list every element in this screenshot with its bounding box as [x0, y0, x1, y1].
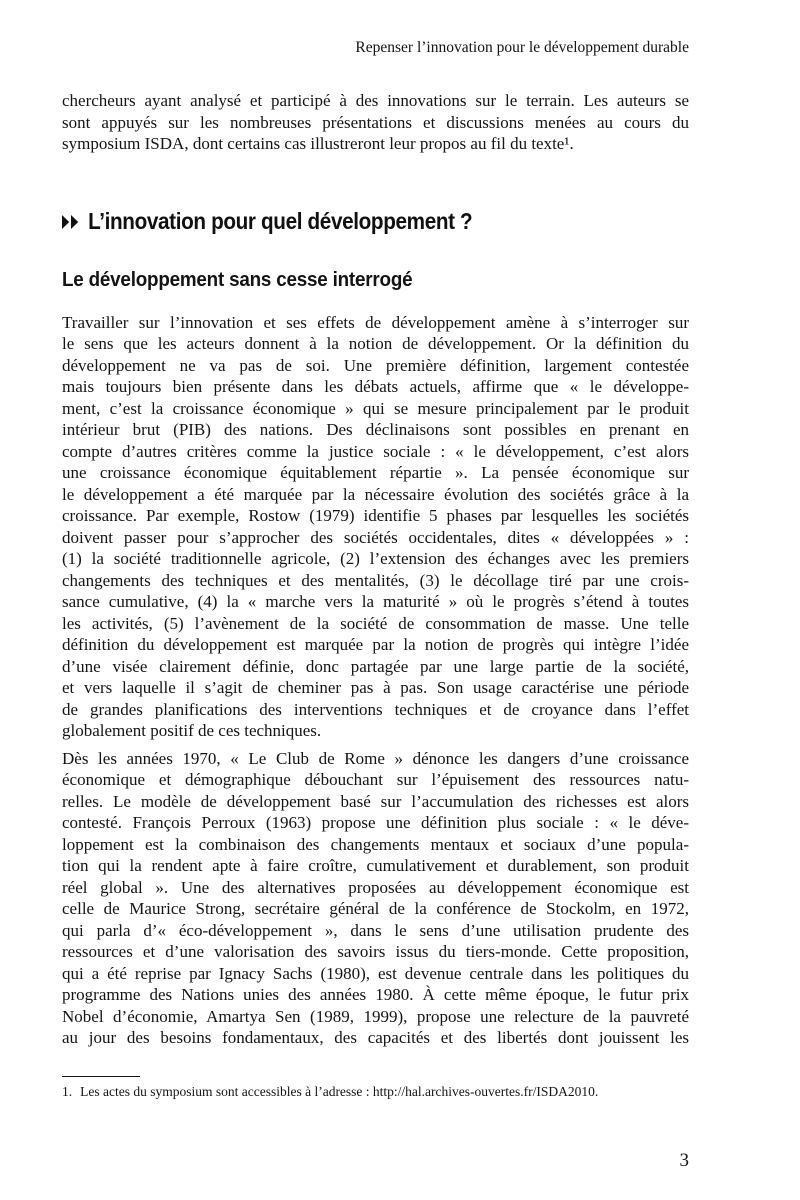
text-line: Travailler sur l’innovation et ses effets de développement amène à s’interroger sur [62, 312, 689, 332]
text-line: une croissance économique équitablement répartie ». La pensée économique sur [62, 463, 689, 482]
text-line: symposium ISDA, dont certains cas illustreront leur propos au fil du texte¹. [62, 134, 574, 153]
text-line: le développement a été marquée par la nécessaire évolution des sociétés grâce à la [62, 484, 689, 504]
text-line: relles. Le modèle de développement basé sur l’accumulation des richesses est alors [62, 791, 689, 811]
paragraph [62, 312, 689, 742]
footnote-text: Les actes du symposium sont accessibles à l’adresse : http://hal.archives-ouvertes.fr/ISDA2010. [80, 1083, 599, 1099]
text-line: sont appuyés sur les nombreuses présentations et discussions menées au cours du [62, 112, 689, 132]
text-line: programme des Nations unies des années 1980. À cette même époque, le futur prix [62, 985, 689, 1004]
text-line: réel global ». Une des alternatives proposées au développement économique est [62, 877, 689, 897]
footnote-number: 1. [62, 1083, 73, 1099]
text-line: Dès les années 1970, « Le Club de Rome » dénonce les dangers d’une croissance [62, 748, 689, 768]
text-line: développement ne va pas de soi. Une première définition, largement contestée [62, 355, 689, 375]
subsection-title [62, 267, 689, 293]
right-arrow-icon [71, 215, 78, 229]
text-line: doivent passer pour s’approcher des sociétés occidentales, dites « développées » : [62, 527, 689, 547]
text-line: et vers laquelle il s’agit de cheminer pas à pas. Son usage caractérise une période [62, 678, 689, 697]
text-line: ment, c’est la croissance économique » qui se mesure principalement par le produit [62, 398, 689, 418]
text-line: chercheurs ayant analysé et participé à des innovations sur le terrain. Les auteurs se [62, 91, 689, 110]
body-paragraphs-block [62, 312, 689, 1049]
text-line: compte d’autres critères comme la justice sociale : « le développement, c’est alors [62, 441, 689, 461]
double-arrow-icon [62, 206, 80, 236]
right-arrow-icon [62, 215, 69, 229]
text-line: changements des techniques et des mentalités, (3) le décollage tiré par une crois- [62, 570, 689, 590]
footnote-separator [62, 1076, 140, 1077]
text-line: loppement est la combinaison des changements mentaux et sociaux d’une popula- [62, 834, 689, 854]
text-column [62, 0, 689, 1100]
page-number: 3 [679, 1150, 689, 1171]
section-title-text: L’innovation pour quel développement ? [88, 207, 473, 234]
text-line: globalement positif de ces techniques. [62, 721, 322, 740]
footnote [62, 1083, 689, 1100]
text-line: sance cumulative, (4) la « marche vers la maturité » où le progrès s’étend à toutes [62, 592, 689, 611]
running-header: Repenser l’innovation pour le développement durable [355, 39, 689, 56]
text-line: qui a été reprise par Ignacy Sachs (1980), est devenue centrale dans les politiques du [62, 963, 689, 983]
text-line: d’une visée clairement définie, donc partagée par une large partie de la société, [62, 656, 689, 676]
paragraph [62, 90, 689, 155]
text-line: les activités, (5) l’avènement de la société de consommation de masse. Une telle [62, 613, 689, 633]
text-line: ressources et d’une valorisation des savoirs issus du tiers-monde. Cette proposition, [62, 942, 689, 961]
section-title [62, 206, 689, 236]
text-line: au jour des besoins fondamentaux, des capacités et des libertés dont jouissent les [62, 1028, 689, 1047]
text-line: croissance. Par exemple, Rostow (1979) identifie 5 phases par lesquelles les sociétés [62, 506, 689, 525]
text-line: qui parla d’« éco-développement », dans le sens d’une utilisation prudente des [62, 920, 689, 940]
text-line: intérieur brut (PIB) des nations. Des déclinaisons sont possibles en prenant en [62, 420, 689, 439]
text-line: contesté. François Perroux (1963) propose une définition plus sociale : « le déve- [62, 813, 689, 832]
text-line: tion qui la rendent apte à faire croître, cumulativement et durablement, son produit [62, 856, 689, 875]
paragraph [62, 748, 689, 1049]
text-line: définition du développement est marquée par la notion de progrès qui intègre l’idée [62, 635, 689, 654]
intro-paragraph-block [62, 90, 689, 155]
text-line: économique et démographique débouchant sur l’épuisement des ressources natu- [62, 770, 689, 789]
text-line: celle de Maurice Strong, secrétaire général de la conférence de Stockolm, en 1972, [62, 899, 689, 918]
subsection-title-text: Le développement sans cesse interrogé [62, 268, 413, 291]
text-line: de grandes planifications des interventions techniques et de croyance dans l’effet [62, 699, 689, 719]
text-line: (1) la société traditionnelle agricole, (2) l’extension des échanges avec les premiers [62, 549, 689, 568]
text-line: mais toujours bien présente dans les débats actuels, affirme que « le développe- [62, 377, 689, 396]
text-line: le sens que les acteurs donnent à la notion de développement. Or la définition du [62, 334, 689, 353]
text-line: Nobel d’économie, Amartya Sen (1989, 1999), propose une relecture de la pauvreté [62, 1006, 689, 1026]
